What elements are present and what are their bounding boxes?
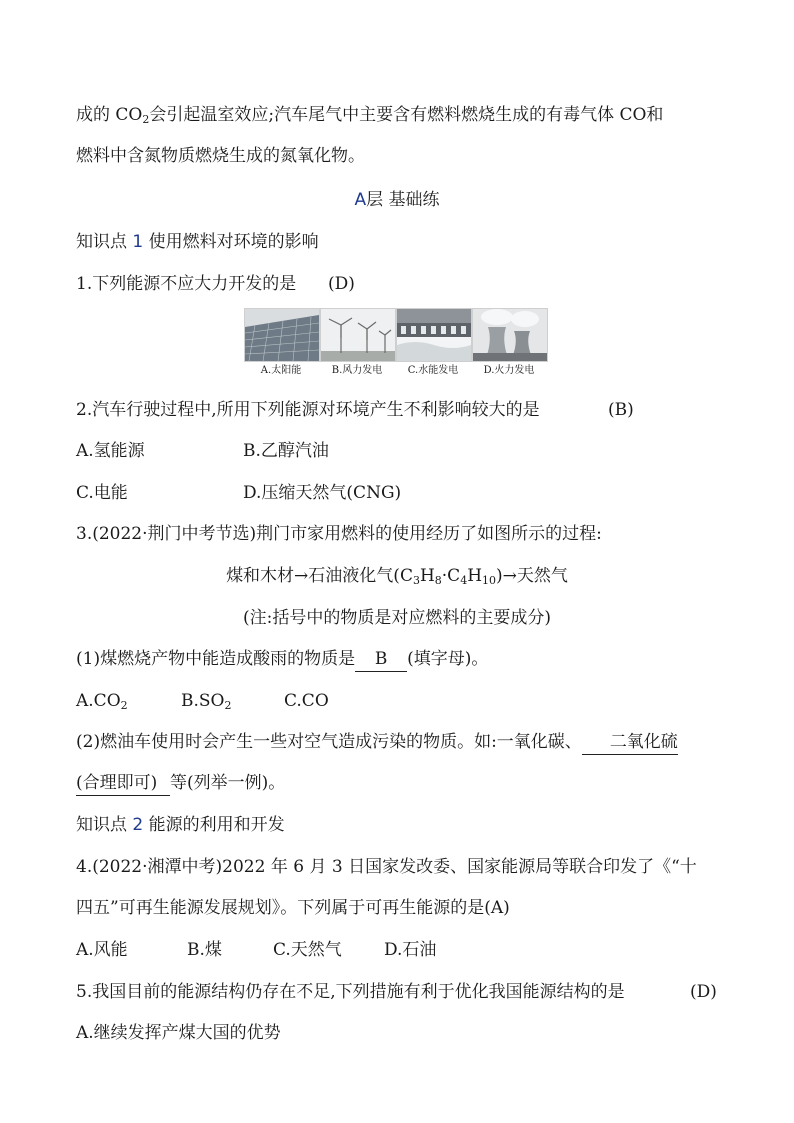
fuel-note: (注:括号中的物质是对应燃料的主要成分) bbox=[243, 608, 551, 628]
answer-blank-2-cont: (合理即可) bbox=[76, 771, 170, 796]
question-4-line-2: 四五”可再生能源发展规划》。下列属于可再生能源的是(A) bbox=[76, 898, 510, 918]
option-c: C.电能 bbox=[76, 483, 128, 503]
question-3-part-1: (1)煤燃烧产物中能造成酸雨的物质是 B (填字母)。 bbox=[76, 647, 488, 672]
section-title: A层 基础练 bbox=[354, 190, 440, 210]
option-d: D.压缩天然气(CNG) bbox=[243, 483, 402, 503]
option-a: A.氢能源 bbox=[76, 441, 145, 461]
solar-panel-icon bbox=[244, 308, 320, 362]
answer-blank-1: B bbox=[355, 647, 407, 672]
q3-option-b: $B.SO_2$ bbox=[181, 691, 232, 712]
caption-a: A.太阳能 bbox=[260, 365, 302, 376]
question-5: 5.我国目前的能源结构仍存在不足,下列措施有利于优化我国能源结构的是 bbox=[76, 982, 625, 1002]
intro-line-2: 燃料中含氮物质燃烧生成的氮氧化物。 bbox=[76, 146, 365, 166]
wind-turbine-icon bbox=[320, 308, 396, 362]
option-b: B.乙醇汽油 bbox=[243, 441, 329, 461]
q4-option-c: C.天然气 bbox=[273, 940, 342, 960]
caption-c: C.水能发电 bbox=[407, 365, 459, 376]
q3-option-c: C.CO bbox=[284, 691, 329, 711]
question-2: 2.汽车行驶过程中,所用下列能源对环境产生不利影响较大的是 bbox=[76, 400, 540, 420]
q3-option-a: $A.CO_2$ bbox=[76, 691, 128, 712]
cooling-tower-icon bbox=[472, 308, 548, 362]
q4-option-b: B.煤 bbox=[187, 940, 222, 960]
question-2-answer: (B) bbox=[608, 400, 634, 420]
fuel-flow: 煤和木材→石油液化气$(C_3H_8\cdot C_4H_{10})\to$天然气 bbox=[226, 566, 568, 587]
knowledge-point-1: 知识点 1 使用燃料对环境的影响 bbox=[76, 232, 319, 252]
answer-blank-2: 二氧化硫 bbox=[582, 730, 678, 755]
question-1-answer: (D) bbox=[328, 274, 355, 294]
question-3-part-2: (2)燃油车使用时会产生一些对空气造成污染的物质。如:一氧化碳、 二氧化硫 bbox=[76, 730, 678, 755]
caption-b: B.风力发电 bbox=[331, 365, 383, 376]
question-5-answer: (D) bbox=[690, 982, 717, 1002]
knowledge-point-2: 知识点 2 能源的利用和开发 bbox=[76, 815, 285, 835]
question-1: 1.下列能源不应大力开发的是 bbox=[76, 274, 297, 294]
caption-d: D.火力发电 bbox=[483, 365, 535, 376]
energy-images bbox=[244, 308, 548, 380]
q4-option-d: D.石油 bbox=[384, 940, 437, 960]
q4-option-a: A.风能 bbox=[76, 940, 128, 960]
hydro-dam-icon bbox=[396, 308, 472, 362]
question-4-line-1: 4.(2022·湘潭中考)2022 年 6 月 3 日国家发改委、国家能源局等联合印发了《“十 bbox=[76, 857, 697, 877]
question-3: 3.(2022·荆门中考节选)荆门市家用燃料的使用经历了如图所示的过程: bbox=[76, 524, 602, 544]
question-3-part-2-cont: (合理即可) 等(列举一例)。 bbox=[76, 771, 285, 796]
intro-line-1: 成的 $CO_2$会引起温室效应;汽车尾气中主要含有燃料燃烧生成的有毒气体 CO和 bbox=[76, 105, 664, 126]
q5-option-a: A.继续发挥产煤大国的优势 bbox=[76, 1023, 281, 1043]
